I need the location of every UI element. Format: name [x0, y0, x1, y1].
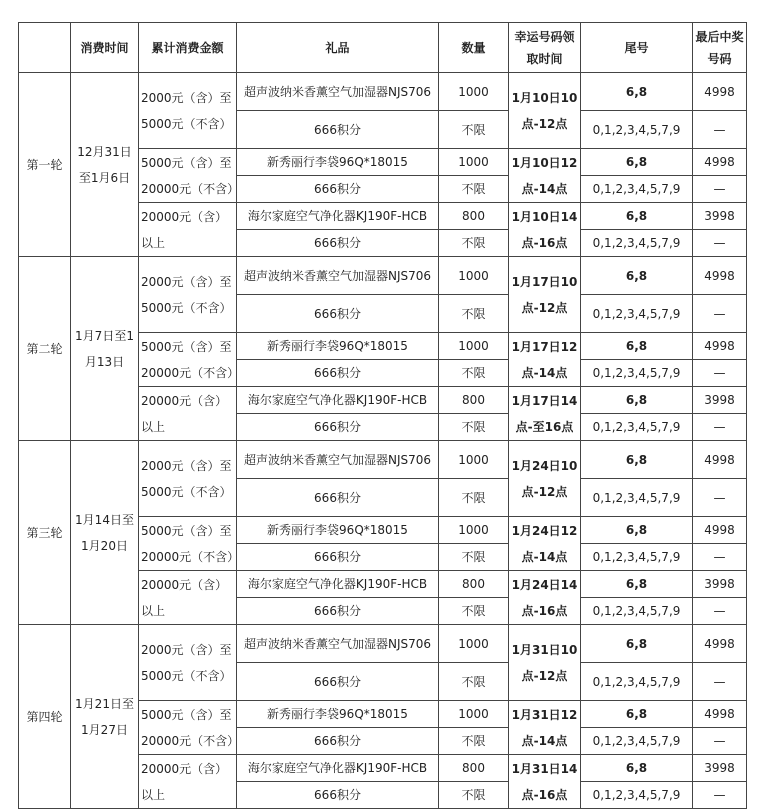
- last-number: 3998: [693, 571, 747, 598]
- round-period: 12月31日至1月6日: [71, 73, 139, 257]
- amount-range: 20000元（含）以上: [139, 203, 237, 257]
- last-number: —: [693, 479, 747, 517]
- round-period: 1月21日至1月27日: [71, 625, 139, 809]
- gift-name: 超声波纳米香薰空气加湿器NJS706: [237, 625, 439, 663]
- amount-range: 2000元（含）至5000元（不含）: [139, 257, 237, 333]
- claim-time: 1月24日12点-14点: [509, 517, 581, 571]
- amount-range: 5000元（含）至20000元（不含）: [139, 333, 237, 387]
- tail-numbers: 0,1,2,3,4,5,7,9: [581, 230, 693, 257]
- round-period: 1月7日至1月13日: [71, 257, 139, 441]
- gift-qty: 800: [439, 387, 509, 414]
- tail-numbers: 6,8: [581, 73, 693, 111]
- amount-range: 20000元（含）以上: [139, 387, 237, 441]
- claim-time: 1月17日12点-14点: [509, 333, 581, 387]
- claim-time: 1月17日10点-12点: [509, 257, 581, 333]
- tail-numbers: 6,8: [581, 701, 693, 728]
- amount-range: 5000元（含）至20000元（不含）: [139, 149, 237, 203]
- last-number: 4998: [693, 441, 747, 479]
- gift-name: 666积分: [237, 111, 439, 149]
- gift-qty: 不限: [439, 295, 509, 333]
- amount-range: 2000元（含）至5000元（不含）: [139, 625, 237, 701]
- last-number: 3998: [693, 203, 747, 230]
- last-number: 3998: [693, 387, 747, 414]
- claim-time: 1月10日14点-16点: [509, 203, 581, 257]
- gift-name: 666积分: [237, 479, 439, 517]
- tail-numbers: 0,1,2,3,4,5,7,9: [581, 479, 693, 517]
- tail-numbers: 0,1,2,3,4,5,7,9: [581, 414, 693, 441]
- gift-qty: 不限: [439, 728, 509, 755]
- table-row: [19, 441, 747, 479]
- gift-qty: 1000: [439, 625, 509, 663]
- last-number: —: [693, 414, 747, 441]
- last-number: 4998: [693, 701, 747, 728]
- claim-time: 1月31日12点-14点: [509, 701, 581, 755]
- gift-qty: 800: [439, 203, 509, 230]
- gift-name: 666积分: [237, 360, 439, 387]
- last-number: 4998: [693, 333, 747, 360]
- gift-name: 666积分: [237, 663, 439, 701]
- tail-numbers: 6,8: [581, 203, 693, 230]
- last-number: 4998: [693, 149, 747, 176]
- gift-name: 新秀丽行李袋96Q*18015: [237, 149, 439, 176]
- gift-qty: 1000: [439, 333, 509, 360]
- gift-name: 666积分: [237, 414, 439, 441]
- last-number: 4998: [693, 517, 747, 544]
- gift-qty: 不限: [439, 782, 509, 809]
- last-number: 4998: [693, 625, 747, 663]
- round-period: 1月14日至1月20日: [71, 441, 139, 625]
- last-number: 3998: [693, 755, 747, 782]
- tail-numbers: 0,1,2,3,4,5,7,9: [581, 782, 693, 809]
- amount-range: 2000元（含）至5000元（不含）: [139, 441, 237, 517]
- last-number: 4998: [693, 257, 747, 295]
- gift-name: 海尔家庭空气净化器KJ190F-HCB: [237, 755, 439, 782]
- tail-numbers: 0,1,2,3,4,5,7,9: [581, 176, 693, 203]
- last-number: 4998: [693, 73, 747, 111]
- gift-qty: 1000: [439, 257, 509, 295]
- gift-name: 新秀丽行李袋96Q*18015: [237, 701, 439, 728]
- round-name: 第四轮: [19, 625, 71, 809]
- prize-table: [18, 22, 747, 809]
- gift-name: 666积分: [237, 598, 439, 625]
- gift-name: 海尔家庭空气净化器KJ190F-HCB: [237, 387, 439, 414]
- gift-qty: 不限: [439, 176, 509, 203]
- header-row: [19, 23, 747, 73]
- header-last: 最后中奖号码: [693, 23, 747, 73]
- header-tail: 尾号: [581, 23, 693, 73]
- tail-numbers: 6,8: [581, 571, 693, 598]
- amount-range: 5000元（含）至20000元（不含）: [139, 701, 237, 755]
- gift-qty: 1000: [439, 517, 509, 544]
- header-gift: 礼品: [237, 23, 439, 73]
- claim-time: 1月10日12点-14点: [509, 149, 581, 203]
- tail-numbers: 0,1,2,3,4,5,7,9: [581, 598, 693, 625]
- header-round: [19, 23, 71, 73]
- gift-qty: 不限: [439, 598, 509, 625]
- amount-range: 5000元（含）至20000元（不含）: [139, 517, 237, 571]
- last-number: —: [693, 295, 747, 333]
- round-name: 第一轮: [19, 73, 71, 257]
- gift-name: 666积分: [237, 176, 439, 203]
- claim-time: 1月31日14点-16点: [509, 755, 581, 809]
- gift-qty: 不限: [439, 111, 509, 149]
- amount-range: 20000元（含）以上: [139, 755, 237, 809]
- last-number: —: [693, 544, 747, 571]
- gift-name: 海尔家庭空气净化器KJ190F-HCB: [237, 571, 439, 598]
- tail-numbers: 6,8: [581, 149, 693, 176]
- tail-numbers: 0,1,2,3,4,5,7,9: [581, 663, 693, 701]
- claim-time: 1月24日10点-12点: [509, 441, 581, 517]
- gift-qty: 1000: [439, 441, 509, 479]
- last-number: —: [693, 663, 747, 701]
- gift-name: 海尔家庭空气净化器KJ190F-HCB: [237, 203, 439, 230]
- table-row: [19, 73, 747, 111]
- tail-numbers: 6,8: [581, 625, 693, 663]
- gift-name: 666积分: [237, 230, 439, 257]
- gift-qty: 1000: [439, 73, 509, 111]
- tail-numbers: 0,1,2,3,4,5,7,9: [581, 544, 693, 571]
- round-name: 第三轮: [19, 441, 71, 625]
- gift-qty: 800: [439, 755, 509, 782]
- tail-numbers: 0,1,2,3,4,5,7,9: [581, 295, 693, 333]
- gift-qty: 不限: [439, 479, 509, 517]
- claim-time: 1月10日10点-12点: [509, 73, 581, 149]
- gift-qty: 不限: [439, 544, 509, 571]
- gift-name: 新秀丽行李袋96Q*18015: [237, 333, 439, 360]
- table-row: [19, 625, 747, 663]
- tail-numbers: 0,1,2,3,4,5,7,9: [581, 111, 693, 149]
- gift-name: 新秀丽行李袋96Q*18015: [237, 517, 439, 544]
- tail-numbers: 0,1,2,3,4,5,7,9: [581, 360, 693, 387]
- gift-qty: 不限: [439, 360, 509, 387]
- header-qty: 数量: [439, 23, 509, 73]
- gift-name: 超声波纳米香薰空气加湿器NJS706: [237, 441, 439, 479]
- tail-numbers: 0,1,2,3,4,5,7,9: [581, 728, 693, 755]
- tail-numbers: 6,8: [581, 387, 693, 414]
- gift-name: 666积分: [237, 295, 439, 333]
- gift-qty: 不限: [439, 414, 509, 441]
- last-number: —: [693, 176, 747, 203]
- gift-qty: 不限: [439, 663, 509, 701]
- last-number: —: [693, 360, 747, 387]
- tail-numbers: 6,8: [581, 755, 693, 782]
- claim-time: 1月17日14点-至16点: [509, 387, 581, 441]
- tail-numbers: 6,8: [581, 257, 693, 295]
- last-number: —: [693, 728, 747, 755]
- last-number: —: [693, 598, 747, 625]
- amount-range: 2000元（含）至5000元（不含）: [139, 73, 237, 149]
- gift-name: 超声波纳米香薰空气加湿器NJS706: [237, 257, 439, 295]
- gift-name: 666积分: [237, 782, 439, 809]
- round-name: 第二轮: [19, 257, 71, 441]
- tail-numbers: 6,8: [581, 333, 693, 360]
- gift-name: 超声波纳米香薰空气加湿器NJS706: [237, 73, 439, 111]
- amount-range: 20000元（含）以上: [139, 571, 237, 625]
- gift-qty: 800: [439, 571, 509, 598]
- header-period: 消费时间: [71, 23, 139, 73]
- table-row: [19, 257, 747, 295]
- claim-time: 1月24日14点-16点: [509, 571, 581, 625]
- gift-qty: 不限: [439, 230, 509, 257]
- gift-name: 666积分: [237, 728, 439, 755]
- last-number: —: [693, 230, 747, 257]
- last-number: —: [693, 782, 747, 809]
- gift-qty: 1000: [439, 149, 509, 176]
- gift-qty: 1000: [439, 701, 509, 728]
- last-number: —: [693, 111, 747, 149]
- tail-numbers: 6,8: [581, 517, 693, 544]
- tail-numbers: 6,8: [581, 441, 693, 479]
- header-amount: 累计消费金额: [139, 23, 237, 73]
- gift-name: 666积分: [237, 544, 439, 571]
- claim-time: 1月31日10点-12点: [509, 625, 581, 701]
- header-time: 幸运号码领取时间: [509, 23, 581, 73]
